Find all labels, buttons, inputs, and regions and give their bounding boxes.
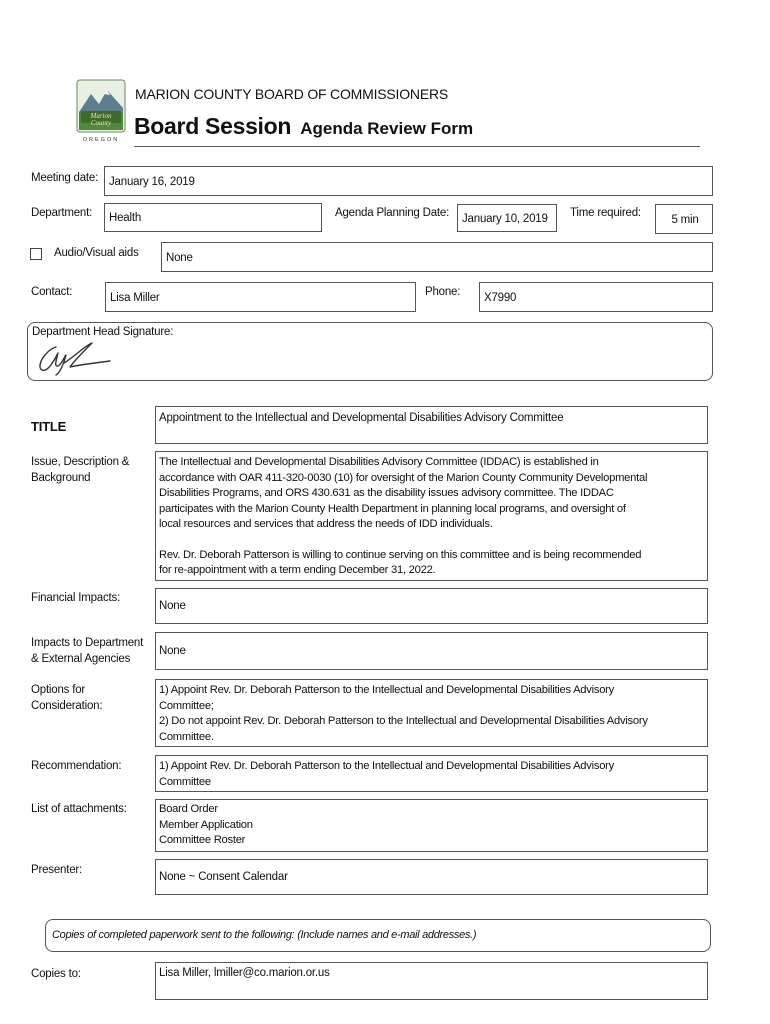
contact-label: Contact:	[31, 286, 73, 298]
title-sub: Agenda Review Form	[300, 119, 474, 138]
options-line: Committee;	[159, 699, 214, 712]
impacts-label-line1: Impacts to Department	[31, 637, 144, 649]
financial-label: Financial Impacts:	[31, 592, 121, 604]
signature-image	[34, 337, 114, 377]
issue-label-line2: Background	[31, 471, 91, 484]
issue-line: local resources and services that address the needs of IDD individuals.	[159, 518, 493, 530]
impacts-field[interactable]	[155, 632, 708, 670]
time-required-field[interactable]	[655, 204, 713, 234]
options-text	[159, 683, 648, 745]
time-required-label: Time required:	[570, 207, 641, 219]
phone-field[interactable]	[479, 282, 713, 312]
contact-value: Lisa Miller	[110, 292, 160, 304]
presenter-field[interactable]	[155, 859, 708, 895]
recommendation-text	[159, 759, 614, 790]
county-logo	[75, 78, 127, 144]
issue-label-line1: Issue, Description &	[31, 456, 130, 468]
attachment-item: Member Application	[159, 818, 253, 831]
recommendation-label: Recommendation:	[31, 760, 122, 772]
department-label: Department:	[31, 207, 93, 219]
phone-value: X7990	[484, 292, 517, 304]
planning-date-label: Agenda Planning Date:	[335, 207, 450, 219]
department-value: Health	[109, 212, 142, 224]
recommendation-field[interactable]	[155, 755, 708, 792]
copies-to-field[interactable]	[155, 962, 708, 1000]
title-field[interactable]	[155, 406, 708, 444]
attachment-item: Board Order	[159, 803, 218, 815]
copies-note-text: Copies of completed paperwork sent to the following: (Include names and e-mail addresses.)	[52, 929, 477, 941]
attachment-item: Committee Roster	[159, 834, 246, 846]
recommendation-line: Committee	[159, 775, 211, 788]
contact-field[interactable]	[105, 282, 416, 312]
av-value: None	[166, 252, 193, 264]
issue-field[interactable]	[155, 451, 708, 581]
meeting-date-value: January 16, 2019	[109, 176, 195, 188]
recommendation-line: 1) Appoint Rev. Dr. Deborah Patterson to the Intellectual and Developmental Disabilities Advisory	[159, 760, 614, 772]
options-field[interactable]	[155, 679, 708, 747]
meeting-date-label: Meeting date:	[31, 172, 99, 184]
issue-text	[159, 455, 707, 579]
signature-label: Department Head Signature:	[32, 326, 174, 338]
form-title	[134, 113, 473, 140]
av-checkbox[interactable]	[30, 248, 42, 260]
options-label-line2: Consideration:	[31, 699, 103, 712]
issue-line: Disabilities Programs, and ORS 430.631 as the disability issues advisory committee. The IDDAC	[159, 487, 614, 499]
title-section-label: TITLE	[31, 419, 67, 434]
org-name: MARION COUNTY BOARD OF COMMISSIONERS	[135, 86, 449, 102]
presenter-label: Presenter:	[31, 864, 83, 876]
planning-date-value: January 10, 2019	[462, 213, 548, 225]
time-required-value: 5 min	[671, 214, 699, 226]
issue-line: The Intellectual and Developmental Disabilities Advisory Committee (IDDAC) is established in	[159, 456, 599, 468]
attachments-label: List of attachments:	[31, 803, 127, 815]
copies-note-box	[45, 919, 711, 952]
options-label	[31, 683, 102, 714]
copies-to-label: Copies to:	[31, 968, 81, 980]
issue-line: accordance with OAR 411-320-0030 (10) for oversight of the Marion County Community Developmental	[159, 471, 648, 484]
phone-label: Phone:	[425, 286, 461, 298]
options-line: 2) Do not appoint Rev. Dr. Deborah Patterson to the Intellectual and Developmental Disabilities Advisory	[159, 715, 648, 727]
av-label: Audio/Visual aids	[54, 247, 139, 259]
department-field[interactable]	[104, 203, 322, 232]
title-main: Board Session	[134, 113, 292, 139]
options-line: Committee.	[159, 730, 214, 743]
options-label-line1: Options for	[31, 684, 86, 696]
impacts-label-line2: & External Agencies	[31, 652, 131, 665]
options-line: 1) Appoint Rev. Dr. Deborah Patterson to the Intellectual and Developmental Disabilities Advisory	[159, 684, 614, 696]
logo-text-county: County	[90, 119, 112, 127]
impacts-value: None	[159, 645, 186, 657]
attachments-field[interactable]	[155, 799, 708, 852]
header-rule	[134, 146, 700, 147]
impacts-label	[31, 636, 143, 667]
av-field[interactable]	[161, 242, 713, 272]
presenter-value: None ~ Consent Calendar	[159, 871, 288, 883]
issue-line: participates with the Marion County Health Department in planning local programs, and oversight of	[159, 502, 626, 515]
logo-text-oregon: OREGON	[82, 137, 120, 143]
issue-label	[31, 455, 129, 486]
meeting-date-field[interactable]	[104, 166, 713, 196]
issue-line: Rev. Dr. Deborah Patterson is willing to continue serving on this committee and is being recommended	[159, 548, 642, 561]
issue-line: for re-appointment with a term ending December 31, 2022.	[159, 564, 436, 576]
financial-value: None	[159, 600, 186, 612]
financial-field[interactable]	[155, 588, 708, 624]
title-value: Appointment to the Intellectual and Developmental Disabilities Advisory Committee	[159, 412, 564, 424]
attachments-list	[159, 802, 253, 849]
signature-box[interactable]	[27, 322, 713, 381]
planning-date-field[interactable]	[457, 204, 557, 232]
copies-to-value: Lisa Miller, lmiller@co.marion.or.us	[159, 967, 330, 979]
logo-text-marion: Marion	[90, 112, 112, 120]
